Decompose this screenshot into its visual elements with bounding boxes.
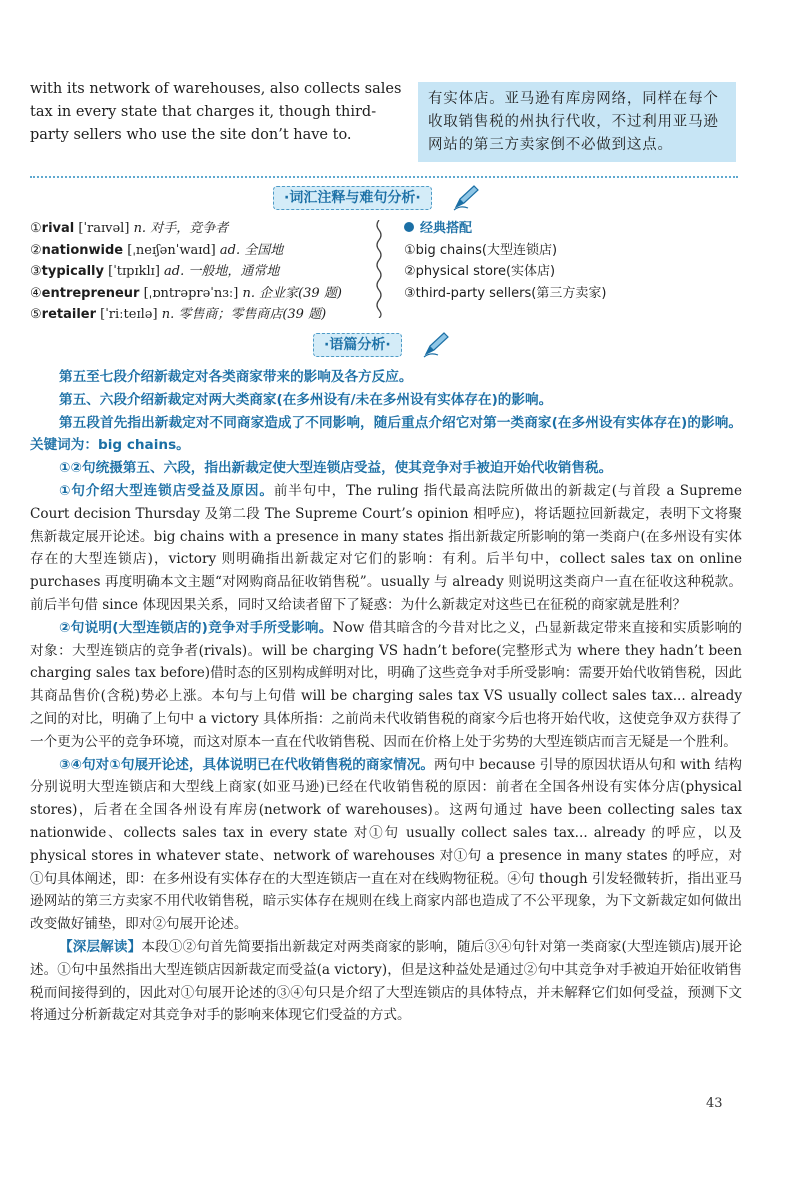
vocab-list [30, 218, 360, 326]
vocab-item: ③typically [ˈtɪpɪklɪ] ad. 一般地，通常地 [30, 264, 280, 279]
collocation-title: 经典搭配 [404, 218, 734, 240]
analysis-body [30, 366, 742, 1027]
vocab-heading [273, 187, 432, 208]
vocab-heading-label: ·词汇注释与难句分析· [273, 186, 432, 210]
analysis-paragraph: ②句说明(大型连锁店的)竞争对手所受影响。Now 借其暗含的今昔对比之义，凸显新裁定带来直接和实质影响的对象：大型连锁店的竞争者(rivals)。will be charging VS hadn’t before(完整形式为 where they hadn’t been charging sales tax before)借时态的区别构成鲜明对比，明确了这些竞争对手所受影响：需要开始代收销售税，因此其商品售价(含税)势必上涨。本句与上句借 will be charging sales tax VS usually collect sales tax... already 之间的对比，明确了上句中 a victory 具体所指：之前尚未代收销售税的商家今后也将开始代收，这使竞争双方获得了一个更为公平的竞争环境，而这对原本一直在代收销售税、因而在价格上处于劣势的大型连锁店而言无疑是一个胜利。 [30, 619, 742, 750]
analysis-heading-label: ·语篇分析· [313, 333, 402, 357]
english-passage: with its network of warehouses, also collects sales tax in every state that charges it, though third-party sellers who use the site don’t have to. [30, 81, 402, 143]
collocation-item: ②physical store(实体店) [404, 264, 556, 279]
page-number: 43 [706, 1096, 723, 1111]
vocab-item: ①rival [ˈraɪvəl] n. 对手，竞争者 [30, 221, 229, 236]
vocab-item: ②nationwide [ˌneɪʃənˈwaɪd] ad. 全国地 [30, 242, 284, 258]
analysis-paragraph: 第五、六段介绍新裁定对两大类商家(在多州设有/未在多州设有实体存在)的影响。 [59, 391, 553, 408]
analysis-paragraph: 第五段首先指出新裁定对不同商家造成了不同影响，随后重点介绍它对第一类商家(在多州设有实体存在)的影响。关键词为：big chains。 [30, 414, 742, 454]
chinese-translation-box: 有实体店。亚马逊有库房网络，同样在每个收取销售税的州执行代收，不过利用亚马逊网站的第三方卖家倒不必做到这点。 [418, 82, 736, 162]
vocab-item: ⑤retailer [ˈriːteɪlə] n. 零售商；零售商店(39 题) [30, 307, 327, 322]
analysis-paragraph: ①句介绍大型连锁店受益及原因。前半句中，The ruling 指代最高法院所做出的新裁定(与首段 a Supreme Court decision Thursday 及第二段 The Supreme Court’s opinion 相呼应)，将话题拉回新裁定，表明下文将聚焦新裁定展开论述。big chains with a presence in many states 指出新裁定所影响的第一类商户(在多州设有实体存在的大型连锁店)，victory 则明确指出新裁定对它们的影响：有利。后半句中，collect sales tax on online purchases 再度明确本文主题“对网购商品征收销售税”。usually 与 already 则说明这类商户一直在征收这种税款。前后半句借 since 体现因果关系，同时又给读者留下了疑惑：为什么新裁定对这些已在征税的商家就是胜利？ [30, 482, 742, 613]
analysis-paragraph: ①②句统摄第五、六段，指出新裁定使大型连锁店受益，使其竞争对手被迫开始代收销售税。 [59, 460, 613, 477]
collocation-item: ①big chains(大型连锁店) [404, 242, 558, 258]
chain-divider [374, 220, 384, 318]
analysis-heading [313, 334, 402, 355]
section-divider [30, 176, 738, 178]
analysis-paragraph: 第五至七段介绍新裁定对各类商家带来的影响及各方反应。 [59, 369, 413, 385]
analysis-paragraph: ③④句对①句展开论述，具体说明已在代收销售税的商家情况。两句中 because 引导的原因状语从句和 with 结构分别说明大型连锁店和大型线上商家(如亚马逊)已经在代收销售税的原因：前者在全国各州设有实体分店(physical stores)，后者在全国各州设有库房(network of warehouses)。这两句通过 have been collecting sales tax nationwide、collects sales tax in every state 对①句 usually collect sales tax... already 的呼应，以及 physical stores in whatever state、network of warehouses 对①句 a presence in many states 的呼应，对①句具体阐述，即：在多州设有实体存在的大型连锁店一直在对在线购物征税。④句 though 引发轻微转折，指出亚马逊网站的第三方卖家不用代收销售税，暗示实体存在规则在线上商家内部也造成了不公平现象，为下文新裁定如何做出改变做好铺垫，即对②句展开论述。 [30, 756, 743, 933]
vocab-item: ④entrepreneur [ˌɒntrəprəˈnɜː] n. 企业家(39 题) [30, 285, 342, 301]
bullet-icon [404, 222, 414, 232]
pencil-icon [422, 330, 450, 358]
pencil-icon [452, 183, 480, 211]
collocation-item: ③third-party sellers(第三方卖家) [404, 285, 607, 301]
deep-reading-paragraph: 【深层解读】本段①②句首先简要指出新裁定对两类商家的影响，随后③④句针对第一类商家(大型连锁店)展开论述。①句中虽然指出大型连锁店因新裁定而受益(a victory)，但是这种益处是通过②句中其竞争对手被迫开始征收销售税而间接得到的，因此对①句展开论述的③④句只是介绍了大型连锁店的具体特点，并未解释它们如何受益，预测下文将通过分析新裁定对其竞争对手的影响来体现它们受益的方式。 [30, 938, 743, 1024]
collocation-panel [404, 218, 734, 304]
